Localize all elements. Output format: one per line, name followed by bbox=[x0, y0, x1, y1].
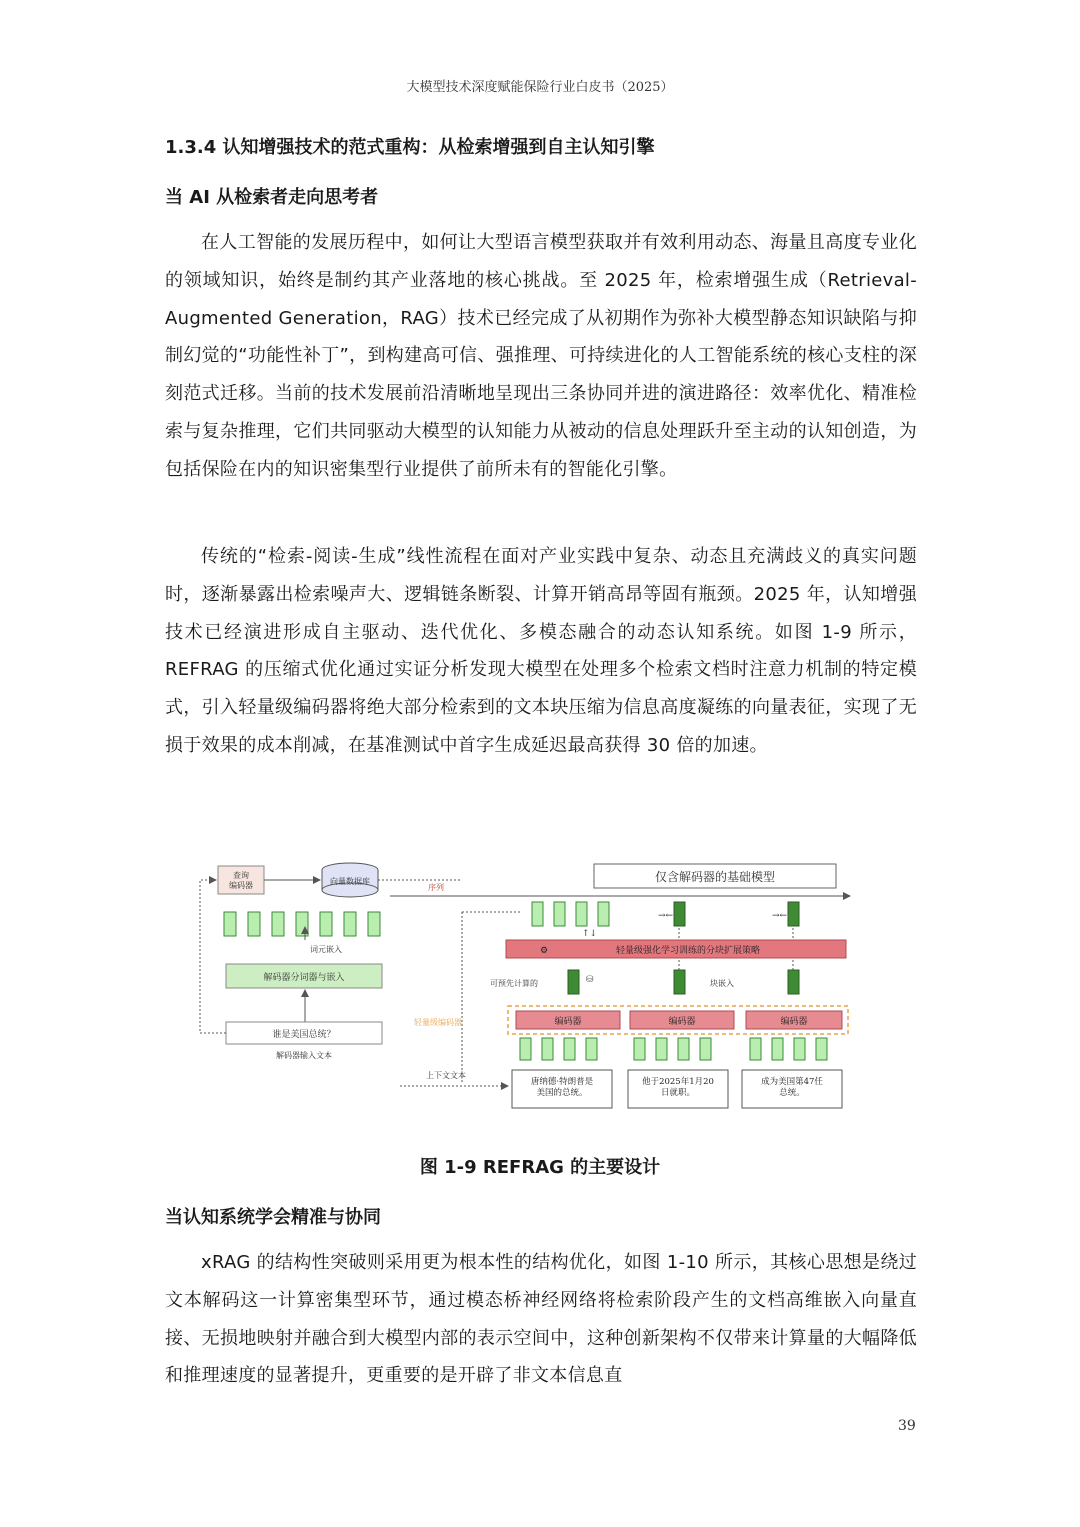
token bbox=[564, 1038, 575, 1060]
context-chunk-text: 总统。 bbox=[779, 1088, 805, 1098]
encoder-row bbox=[516, 1011, 842, 1029]
paragraph-rag-evolution: 在人工智能的发展历程中，如何让大型语言模型获取并有效利用动态、海量且高度专业化的领域知识，始终是制约其产业落地的核心挑战。至 2025 年，检索增强生成（Retrieval-Augmented Generation，RAG）技术已经完成了从初期作为弥补大模型静态知识缺陷与抑制幻觉的“功能性补丁”，到构建高可信、强推理、可持续进化的人工智能系统的核心支柱的深刻范式迁移。当前的技术发展前沿清晰地呈现出三条协同并进的演进路径：效率优化、精准检索与复杂推理，它们共同驱动大模型的认知能力从被动的信息处理跃升至主动的认知创造，为包括保险在内的知识密集型行业提供了前所未有的智能化引擎。 bbox=[165, 232, 917, 480]
token-compressed bbox=[568, 970, 579, 994]
token bbox=[272, 912, 284, 936]
precomputable-label: 可预先计算的 bbox=[490, 979, 538, 988]
context-chunk-text: 美国的总统。 bbox=[536, 1088, 588, 1098]
token-embedding-label: 词元嵌入 bbox=[310, 945, 342, 954]
context-chunk-text: 日就职。 bbox=[660, 1088, 696, 1098]
token-compressed bbox=[788, 970, 799, 994]
rl-policy-label: 轻量级强化学习训练的分块扩展策略 bbox=[615, 946, 761, 956]
token bbox=[542, 1038, 553, 1060]
refrag-diagram bbox=[190, 852, 870, 1122]
section-title: 1.3.4 认知增强技术的范式重构：从检索增强到自主认知引擎 bbox=[165, 137, 655, 158]
token bbox=[700, 1038, 711, 1060]
token bbox=[656, 1038, 667, 1060]
token bbox=[576, 902, 587, 926]
token bbox=[532, 902, 543, 926]
token bbox=[598, 902, 609, 926]
token bbox=[554, 902, 565, 926]
mid-token-row bbox=[568, 970, 799, 994]
bottom-token-row bbox=[520, 1038, 827, 1060]
running-header: 大模型技术深度赋能保险行业白皮书（2025） bbox=[406, 80, 674, 95]
token bbox=[678, 1038, 689, 1060]
tokenizer-embedding-label: 解码器分词器与嵌入 bbox=[263, 973, 345, 983]
left-token-row bbox=[224, 912, 380, 936]
subhead-ai-thinker: 当 AI 从检索者走向思考者 bbox=[165, 187, 379, 208]
context-chunk-text: 唐纳德·特朗普是 bbox=[530, 1077, 594, 1087]
context-text-label: 上下文文本 bbox=[426, 1071, 466, 1080]
token bbox=[296, 912, 308, 936]
paragraph-refrag: 传统的“检索-阅读-生成”线性流程在面对产业实践中复杂、动态且充满歧义的真实问题时，逐渐暴露出检索噪声大、逻辑链条断裂、计算开销高昂等固有瓶颈。2025 年，认知增强技术已经演进形成自主驱动、迭代优化、多模态融合的动态认知系统。如图 1-9 所示，REFRAG 的压缩式优化通过实证分析发现大模型在处理多个检索文档时注意力机制的特定模式，引入轻量级编码器将绝大部分检索到的文本块压缩为信息高度凝练的向量表征，实现了无损于效果的成本削减，在基准测试中首字生成延迟最高获得 30 倍的加速。 bbox=[165, 546, 917, 756]
left-dotted-loop bbox=[200, 880, 226, 1033]
token bbox=[344, 912, 356, 936]
token bbox=[794, 1038, 805, 1060]
query-encoder-label-line2: 编码器 bbox=[229, 881, 253, 890]
token bbox=[224, 912, 236, 936]
chunk-embedding-label: 块嵌入 bbox=[710, 979, 734, 988]
token bbox=[248, 912, 260, 936]
rl-icon: ⚙ bbox=[540, 946, 549, 956]
light-encoder-label: 轻量级编码器 bbox=[414, 1018, 462, 1027]
context-chunk-row bbox=[512, 1070, 842, 1108]
expand-arrows-1: ↑↓ bbox=[582, 929, 598, 939]
encoder-label: 编码器 bbox=[668, 1017, 696, 1027]
compress-arrows-2: →← bbox=[772, 911, 788, 921]
context-chunk-text: 他于2025年1月20 bbox=[642, 1077, 714, 1087]
token bbox=[520, 1038, 531, 1060]
sequence-label: 序列 bbox=[428, 883, 444, 892]
token bbox=[586, 1038, 597, 1060]
query-encoder-label-line1: 查询 bbox=[233, 871, 249, 880]
vector-db-label: 向量数据库 bbox=[330, 877, 370, 886]
figure-caption: 图 1-9 REFRAG 的主要设计 bbox=[419, 1157, 661, 1178]
paragraph-xrag: xRAG 的结构性突破则采用更为根本性的结构优化，如图 1-10 所示，其核心思想是绕过文本解码这一计算密集型环节，通过模态桥神经网络将检索阶段产生的文档高维嵌入向量直接、无损地映射并融合到大模型内部的表示空间中，这种创新架构不仅带来计算量的大幅降低和推理速度的显著提升，更重要的是开辟了非文本信息直 bbox=[165, 1252, 917, 1387]
token bbox=[368, 912, 380, 936]
database-icon: ⛁ bbox=[586, 975, 594, 985]
token bbox=[634, 1038, 645, 1060]
input-question-text: 谁是美国总统？ bbox=[272, 1030, 336, 1040]
encoder-label: 编码器 bbox=[780, 1017, 808, 1027]
encoder-label: 编码器 bbox=[554, 1017, 582, 1027]
subhead-precision-collab: 当认知系统学会精准与协同 bbox=[165, 1207, 381, 1228]
page-number: 39 bbox=[898, 1418, 916, 1434]
token-chunk-embedding bbox=[674, 902, 685, 926]
token bbox=[320, 912, 332, 936]
token bbox=[772, 1038, 783, 1060]
refrag-figure bbox=[190, 852, 870, 1122]
token-compressed bbox=[674, 970, 685, 994]
decoder-input-text-label: 解码器输入文本 bbox=[276, 1051, 332, 1060]
token bbox=[816, 1038, 827, 1060]
token-chunk-embedding bbox=[788, 902, 799, 926]
context-chunk-text: 成为美国第47任 bbox=[761, 1077, 823, 1087]
decoder-only-model-label: 仅含解码器的基础模型 bbox=[654, 870, 776, 884]
token bbox=[750, 1038, 761, 1060]
compress-arrows-1: →← bbox=[658, 911, 674, 921]
